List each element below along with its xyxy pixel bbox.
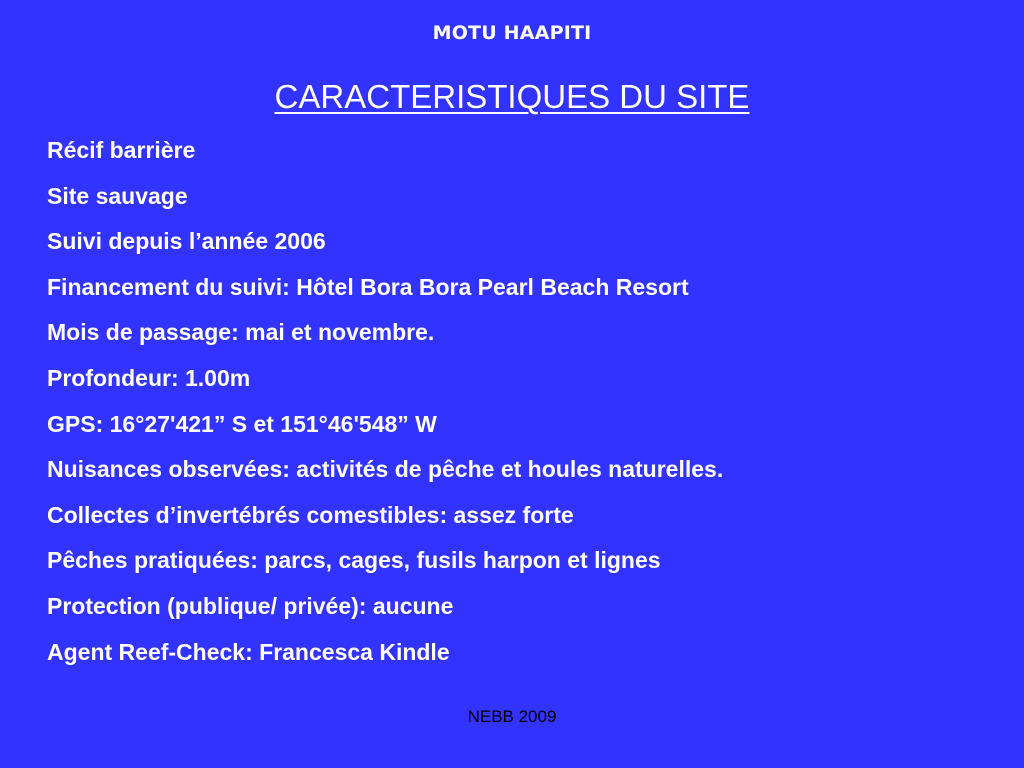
list-item: Collectes d’invertébrés comestibles: assez forte [47, 501, 574, 528]
list-item: Nuisances observées: activités de pêche et houles naturelles. [47, 456, 724, 483]
slide-title: CARACTERISTIQUES DU SITE [274, 78, 750, 115]
list-item: Protection (publique/ privée): aucune [47, 592, 454, 619]
list-item: Profondeur: 1.00m [47, 364, 251, 391]
footer-text: NEBB 2009 [467, 707, 557, 726]
list-item: Récif barrière [47, 137, 196, 163]
site-name-heading: MOTU HAAPITI [432, 22, 592, 44]
list-item: Site sauvage [47, 182, 188, 209]
list-item: Financement du suivi: Hôtel Bora Bora Pearl Beach Resort [47, 273, 689, 300]
site-characteristics-list [47, 135, 1007, 682]
list-item: Suivi depuis l’année 2006 [47, 228, 326, 255]
list-item: Agent Reef-Check: Francesca Kindle [47, 638, 450, 665]
list-item: Pêches pratiquées: parcs, cages, fusils harpon et lignes [47, 547, 661, 574]
list-item: Mois de passage: mai et novembre. [47, 319, 435, 346]
list-item: GPS: 16°27'421” S et 151°46'548” W [47, 410, 437, 437]
